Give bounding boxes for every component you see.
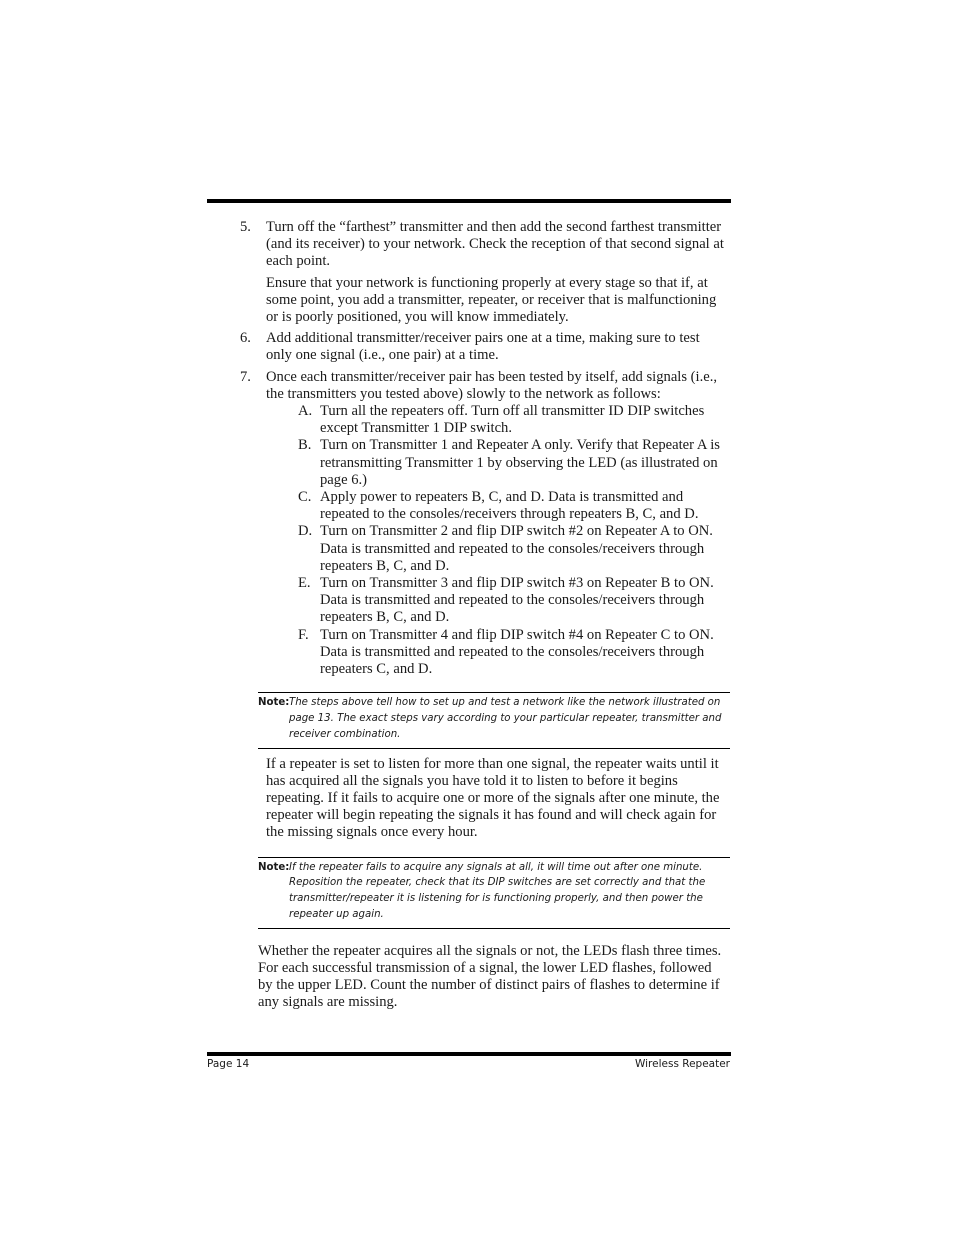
note-text: If the repeater fails to acquire any signals at all, it will time out after one minute. Reposition the repeater, check that its DIP switches are set correctly and that the transmitter/repeater it is listening for is functioning properly, and then power the repeater up again.	[289, 861, 706, 921]
step-number: 6.	[240, 330, 251, 347]
sub-step-text: Turn on Transmitter 3 and flip DIP switch #3 on Repeater B to ON. Data is transmitted and repeated to the consoles/receivers through repeaters B, C, and D.	[320, 575, 714, 626]
step-extra-text: Ensure that your network is functioning properly at every stage so that if, at some point, you add a transmitter, repeater, or receiver that is malfunctioning or is poorly positioned, you will know immediately.	[266, 274, 717, 326]
step-6	[238, 330, 728, 364]
note-box	[258, 692, 730, 748]
page-body	[238, 219, 728, 1012]
step-text: Add additional transmitter/receiver pairs one at a time, making sure to test only one signal (i.e., one pair) at a time.	[266, 330, 700, 364]
sub-step-d	[298, 523, 728, 575]
header-rule	[207, 199, 731, 203]
sub-step-a	[298, 403, 728, 437]
sub-step-text: Turn on Transmitter 1 and Repeater A only. Verify that Repeater A is retransmitting Transmitter 1 by observing the LED (as illustrated on page 6.)	[320, 437, 720, 488]
sub-steps	[266, 403, 728, 678]
sub-step-text: Turn on Transmitter 4 and flip DIP switch #4 on Repeater C to ON. Data is transmitted and repeated to the consoles/receivers through repeaters C, and D.	[320, 626, 714, 678]
body-paragraph: Whether the repeater acquires all the signals or not, the LEDs flash three times. For each successful transmission of a signal, the lower LED flashes, followed by the upper LED. Count the number of distinct pairs of flashes to determine if any signals are missing.	[258, 942, 722, 1011]
body-paragraph: If a repeater is set to listen for more than one signal, the repeater waits until it has acquired all the signals you have told it to listen to before it begins repeating. If it fails to acquire one or more of the signals after one minute, the repeater will begin repeating the signals it has found and will check again for the missing signals once every hour.	[266, 755, 720, 841]
step-7	[238, 369, 728, 679]
sub-step-letter: F.	[298, 626, 309, 643]
sub-step-letter: A.	[298, 403, 313, 420]
sub-step-text: Apply power to repeaters B, C, and D. Data is transmitted and repeated to the consoles/receivers through repeaters B, C, and D.	[320, 489, 699, 523]
sub-step-letter: B.	[298, 437, 312, 454]
sub-step-f	[298, 627, 728, 679]
sub-step-text: Turn all the repeaters off. Turn off all transmitter ID DIP switches except Transmitter 1 DIP switch.	[320, 403, 705, 437]
note-text: The steps above tell how to set up and test a network like the network illustrated on page 13. The exact steps vary according to your particular repeater, transmitter and receiver combination.	[289, 697, 722, 740]
product-name: Wireless Repeater	[634, 1058, 730, 1070]
step-text: Once each transmitter/receiver pair has been tested by itself, add signals (i.e., the transmitters you tested above) slowly to the network as follows:	[266, 368, 718, 402]
sub-step-c	[298, 489, 728, 523]
note-label: Note:	[258, 697, 290, 709]
page-number: Page 14	[207, 1058, 250, 1070]
sub-step-e	[298, 575, 728, 627]
sub-step-b	[298, 437, 728, 489]
step-text: Turn off the “farthest” transmitter and then add the second farthest transmitter (and its receiver) to your network. Check the reception of that second signal at each point.	[266, 219, 724, 270]
note-label: Note:	[258, 861, 290, 873]
sub-step-letter: E.	[298, 575, 311, 592]
footer-rule	[207, 1052, 731, 1056]
step-number: 5.	[240, 219, 251, 235]
sub-step-letter: D.	[298, 523, 313, 540]
step-number: 7.	[240, 368, 251, 385]
sub-step-letter: C.	[298, 489, 312, 506]
note-box	[258, 857, 730, 929]
step-5	[238, 219, 728, 326]
sub-step-text: Turn on Transmitter 2 and flip DIP switch #2 on Repeater A to ON. Data is transmitted and repeated to the consoles/receivers through repeaters B, C, and D.	[320, 523, 713, 574]
